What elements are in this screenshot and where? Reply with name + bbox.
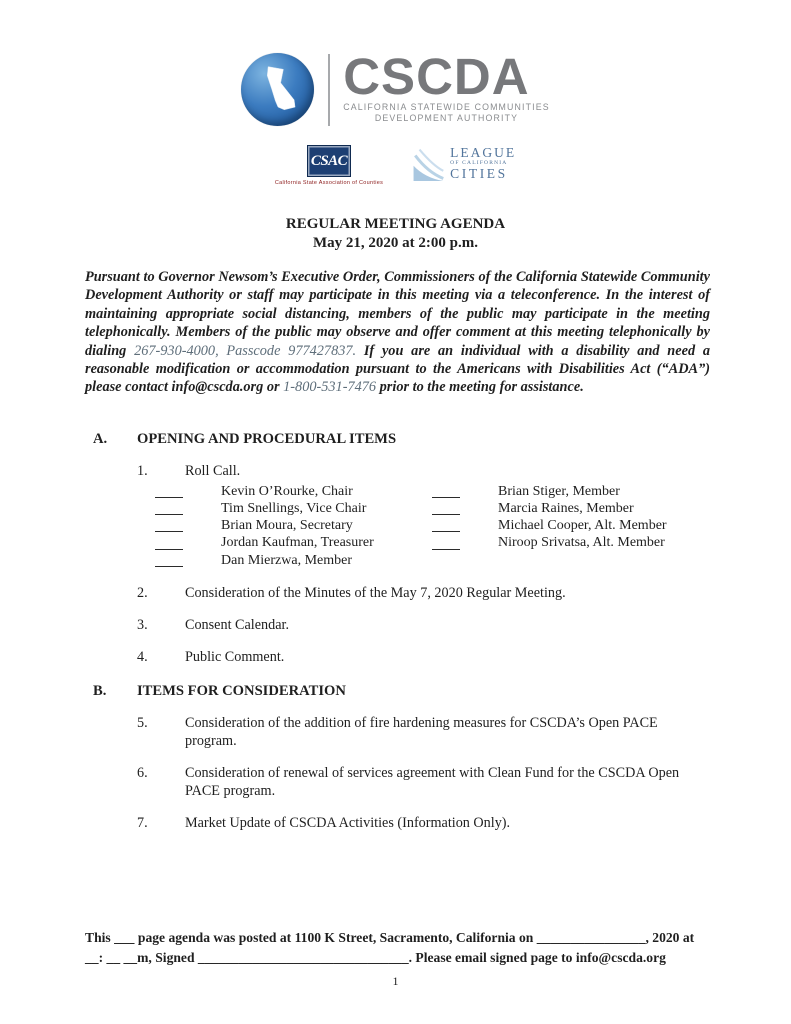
csac-logo	[275, 145, 383, 186]
roll-call-blank	[155, 531, 183, 532]
item-text: Consideration of the addition of fire hardening measures for CSCDA’s Open PACE program.	[185, 714, 658, 749]
roll-call-name: Marcia Raines, Member	[498, 501, 634, 517]
logo-subtitle	[343, 102, 550, 125]
roll-call-entry	[432, 501, 710, 518]
section-title: ITEMS FOR CONSIDERATION	[137, 682, 346, 699]
posting-line-2: __: __ __m, Signed _______________________________. Please email signed page to info@cscda.org	[85, 950, 666, 965]
roll-call-name: Tim Snellings, Vice Chair	[221, 501, 367, 517]
roll-call-blank	[155, 566, 183, 567]
roll-call-name: Michael Cooper, Alt. Member	[498, 518, 667, 534]
agenda-item-3	[137, 616, 710, 634]
agenda-item-2	[137, 584, 710, 602]
section-letter: B.	[93, 682, 107, 699]
roll-call-entry	[432, 484, 710, 501]
item-text: Market Update of CSCDA Activities (Information Only).	[185, 814, 511, 831]
logo-acronym: CSCDA	[343, 47, 530, 105]
roll-call-name: Niroop Srivatsa, Alt. Member	[498, 535, 665, 551]
roll-call-name: Brian Stiger, Member	[498, 483, 620, 499]
agenda-item-1	[137, 462, 710, 480]
agenda-item-7	[137, 814, 710, 832]
california-state-icon	[255, 63, 301, 117]
roll-call-name: Dan Mierzwa, Member	[221, 552, 353, 568]
roll-call-name: Jordan Kaufman, Treasurer	[221, 535, 374, 551]
meeting-datetime: May 21, 2020 at 2:00 p.m.	[313, 235, 478, 251]
logo-subtitle-line1: CALIFORNIA STATEWIDE COMMUNITIES	[343, 101, 550, 112]
roll-call-entry	[155, 484, 432, 501]
meeting-title: REGULAR MEETING AGENDA	[285, 216, 506, 232]
league-line2: OF CALIFORNIA	[450, 160, 508, 166]
item-text: Consideration of renewal of services agreement with Clean Fund for the CSCDA Open PACE program.	[185, 764, 680, 799]
roll-call-entry	[432, 518, 710, 535]
section-b-heading	[85, 682, 710, 700]
california-globe-icon	[241, 53, 314, 126]
notice-text-2: If you are an individual with a disability and need a reasonable modification or accommodation pursuant to the Americans with Disabilities Act (“ADA”) please contact info@cscda.org or	[85, 342, 711, 396]
teleconference-notice	[85, 268, 710, 397]
item-text: Consideration of the Minutes of the May 7, 2020 Regular Meeting.	[185, 584, 566, 601]
item-text: Roll Call.	[185, 462, 241, 479]
item-number: 5.	[137, 714, 148, 731]
league-swoosh-icon	[411, 147, 445, 181]
roll-call-entry	[155, 501, 432, 518]
notice-text-3: prior to the meeting for assistance.	[376, 379, 584, 396]
item-number: 7.	[137, 814, 148, 831]
roll-call-name: Brian Moura, Secretary	[221, 518, 353, 534]
logo-text-block	[343, 47, 550, 125]
csac-caption: California State Association of Counties	[274, 180, 384, 186]
roll-call-entry	[155, 553, 432, 570]
roll-call-entry-empty	[432, 553, 710, 570]
agenda-item-5	[137, 714, 710, 750]
roll-call-blank	[155, 514, 183, 515]
league-line1: LEAGUE	[450, 145, 517, 160]
csac-acronym: CSAC	[310, 152, 348, 169]
item-text: Consent Calendar.	[185, 616, 290, 633]
item-number: 6.	[137, 764, 148, 781]
logo-divider	[328, 54, 330, 126]
posting-line-1: This ___ page agenda was posted at 1100 K Street, Sacramento, California on ________________, 2020 at	[85, 930, 695, 945]
section-letter: A.	[93, 430, 108, 447]
agenda-item-6	[137, 764, 710, 800]
item-number: 4.	[137, 648, 148, 665]
ada-phone-number: 1-800-531-7476	[283, 379, 377, 396]
meeting-title-block	[0, 215, 791, 253]
csac-box-icon	[307, 145, 351, 177]
roll-call-entry	[155, 518, 432, 535]
section-a-heading	[85, 430, 710, 448]
roll-call-blank	[155, 497, 183, 498]
roll-call-blank	[432, 549, 460, 550]
logo-subtitle-line2: DEVELOPMENT AUTHORITY	[374, 113, 519, 123]
item-number: 2.	[137, 584, 148, 601]
page-number: 1	[392, 974, 399, 988]
dial-in-number: 267-930-4000, Passcode 977427837.	[134, 342, 357, 359]
agenda-item-4	[137, 648, 710, 666]
roll-call-list	[155, 484, 710, 570]
document-header	[0, 0, 791, 126]
roll-call-blank	[155, 549, 183, 550]
roll-call-blank	[432, 497, 460, 498]
section-title: OPENING AND PROCEDURAL ITEMS	[137, 430, 397, 447]
posting-certification	[85, 928, 751, 968]
league-of-california-cities-logo	[411, 146, 516, 181]
notice-text-1: Pursuant to Governor Newsom’s Executive Order, Commissioners of the California Statewide Community Development Authority or staff may participate in this meeting via a teleconference. In the interest of maintaining appropriate social distancing, members of the public may participate in the meeting telephonically. Members of the public may observe and offer comment at this meeting telephonically by dialing	[85, 269, 710, 359]
item-number: 1.	[137, 462, 148, 479]
league-line3: CITIES	[450, 166, 508, 181]
roll-call-blank	[432, 531, 460, 532]
agenda-body	[85, 268, 710, 832]
item-text: Public Comment.	[185, 648, 285, 665]
item-number: 3.	[137, 616, 148, 633]
roll-call-name: Kevin O’Rourke, Chair	[221, 483, 353, 499]
league-text-block	[450, 146, 516, 181]
cscda-logo	[241, 47, 550, 126]
roll-call-entry	[155, 535, 432, 552]
roll-call-blank	[432, 514, 460, 515]
partner-logos	[0, 145, 791, 186]
roll-call-entry	[432, 535, 710, 552]
